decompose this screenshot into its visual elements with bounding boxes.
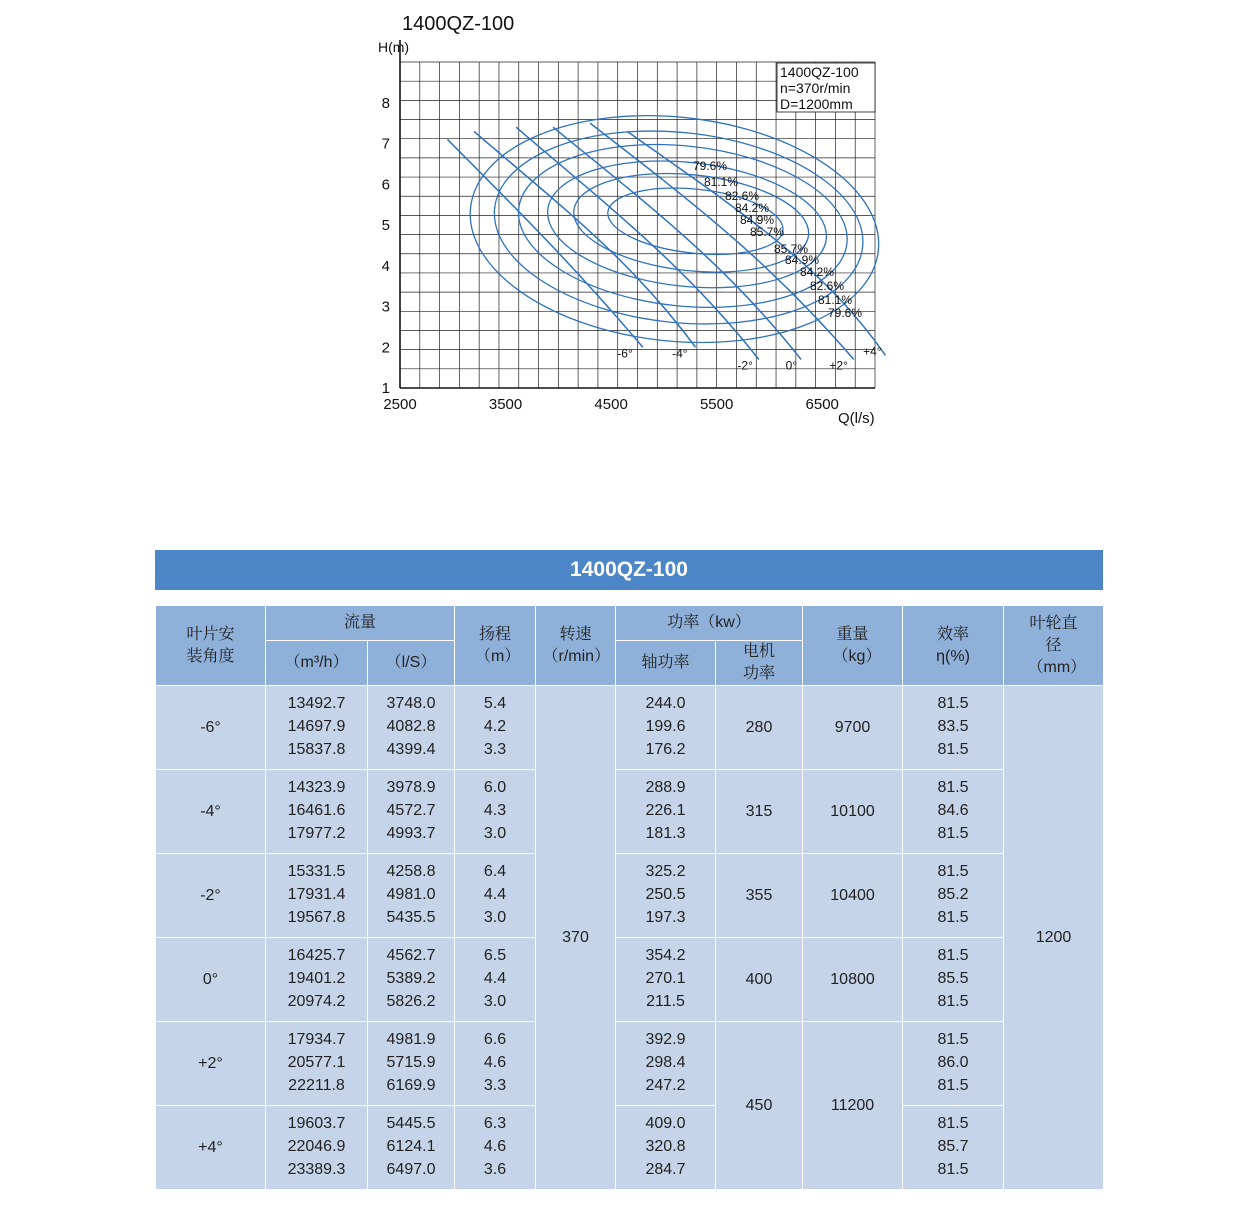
header-shaft-power: 轴功率 — [616, 641, 716, 686]
cell-shaft-power-value: 325.2 — [645, 863, 686, 881]
cell-efficiency-value: 81.5 — [937, 1076, 969, 1094]
spec-section — [155, 550, 1103, 1190]
cell-flow-m3h-value: 20974.2 — [287, 992, 346, 1010]
legend-line-2: n=370r/min — [780, 80, 851, 96]
cell-flow-m3h-value: 14697.9 — [287, 718, 346, 736]
cell-weight: 10400 — [803, 854, 903, 938]
cell-flow-m3h-value: 13492.7 — [287, 695, 346, 713]
cell-shaft-power-value: 270.1 — [645, 970, 686, 988]
cell-head — [455, 770, 536, 854]
cell-flow-m3h-value: 14323.9 — [287, 779, 346, 797]
cell-flow-m3h-value: 16425.7 — [287, 947, 346, 965]
cell-shaft-power — [616, 1022, 716, 1106]
table-row — [156, 770, 1104, 854]
cell-shaft-power-value: 244.0 — [645, 695, 686, 713]
cell-efficiency — [903, 854, 1004, 938]
curve-label: +4° — [863, 344, 882, 359]
cell-efficiency-value: 81.5 — [937, 947, 969, 965]
cell-efficiency-value: 81.5 — [937, 1115, 969, 1133]
cell-flow-ls-value: 5445.5 — [386, 1115, 436, 1133]
cell-efficiency-value: 86.0 — [937, 1054, 969, 1072]
efficiency-label: 85.7% — [774, 242, 809, 256]
header-flow-m3h: （m³/h） — [266, 641, 368, 686]
cell-flow-m3h-value: 19603.7 — [287, 1115, 346, 1133]
cell-efficiency-value: 85.2 — [937, 886, 969, 904]
cell-angle: -2° — [156, 854, 266, 938]
cell-weight: 9700 — [803, 686, 903, 770]
cell-flow-ls-value: 6169.9 — [386, 1076, 436, 1094]
cell-flow-m3h — [266, 686, 368, 770]
curve--4° — [474, 131, 696, 347]
cell-angle: 0° — [156, 938, 266, 1022]
cell-head-value: 3.3 — [483, 740, 507, 758]
x-tick-label: 2500 — [383, 396, 417, 413]
cell-efficiency-value: 81.5 — [937, 992, 969, 1010]
cell-shaft-power-value: 288.9 — [645, 779, 686, 797]
spec-title-bar: 1400QZ-100 — [155, 550, 1103, 590]
cell-head-value: 4.6 — [483, 1138, 507, 1156]
efficiency-contours — [459, 96, 890, 362]
cell-flow-m3h — [266, 1022, 368, 1106]
x-tick-label: 6500 — [805, 396, 839, 413]
cell-head-value: 3.0 — [483, 992, 507, 1010]
curve-label: -6° — [617, 346, 633, 361]
y-tick-label: 2 — [381, 339, 390, 357]
cell-head — [455, 938, 536, 1022]
header-head: 扬程（m） — [455, 606, 536, 686]
cell-head-value: 4.2 — [483, 718, 507, 736]
efficiency-label: 84.9% — [740, 213, 775, 227]
cell-flow-ls-value: 3748.0 — [386, 695, 436, 713]
efficiency-contour — [485, 114, 873, 342]
cell-flow-m3h — [266, 770, 368, 854]
cell-flow-m3h — [266, 938, 368, 1022]
cell-efficiency-value: 81.5 — [937, 779, 969, 797]
cell-flow-ls — [368, 854, 455, 938]
cell-efficiency-value: 81.5 — [937, 1031, 969, 1049]
cell-flow-m3h — [266, 1106, 368, 1190]
curve-label: -2° — [737, 358, 753, 373]
cell-shaft-power — [616, 686, 716, 770]
efficiency-label: 85.7% — [750, 225, 785, 239]
x-axis-label: Q(l/s) — [838, 410, 875, 427]
cell-flow-m3h — [266, 854, 368, 938]
header-power: 功率（kw） — [616, 606, 803, 641]
cell-efficiency — [903, 686, 1004, 770]
cell-flow-ls-value: 4399.4 — [386, 740, 436, 758]
cell-angle: +2° — [156, 1022, 266, 1106]
cell-flow-ls-value: 5435.5 — [386, 908, 436, 926]
cell-motor-power: 355 — [716, 854, 803, 938]
cell-flow-ls-value: 3978.9 — [386, 779, 436, 797]
cell-weight: 10100 — [803, 770, 903, 854]
cell-efficiency-value: 85.5 — [937, 970, 969, 988]
header-speed: 转速（r/min） — [536, 606, 616, 686]
header-impeller: 叶轮直径（mm） — [1004, 606, 1104, 686]
efficiency-label: 84.9% — [785, 253, 820, 267]
cell-flow-m3h-value: 23389.3 — [287, 1160, 346, 1178]
cell-flow-m3h-value: 15331.5 — [287, 863, 346, 881]
efficiency-label: 81.1% — [818, 293, 853, 307]
cell-speed: 370 — [536, 686, 616, 1190]
cell-flow-ls — [368, 1106, 455, 1190]
cell-flow-m3h-value: 16461.6 — [287, 802, 346, 820]
cell-flow-ls-value: 5715.9 — [386, 1054, 436, 1072]
cell-efficiency-value: 81.5 — [937, 1160, 969, 1178]
y-tick-label: 6 — [381, 176, 390, 194]
efficiency-label: 79.6% — [828, 306, 863, 320]
cell-flow-m3h-value: 22046.9 — [287, 1138, 346, 1156]
cell-head-value: 4.3 — [483, 802, 507, 820]
cell-flow-ls-value: 5389.2 — [386, 970, 436, 988]
cell-flow-ls-value: 6124.1 — [386, 1138, 436, 1156]
cell-flow-ls-value: 4562.7 — [386, 947, 436, 965]
cell-flow-ls-value: 5826.2 — [386, 992, 436, 1010]
cell-efficiency — [903, 770, 1004, 854]
cell-shaft-power-value: 247.2 — [645, 1076, 686, 1094]
cell-shaft-power-value: 284.7 — [645, 1160, 686, 1178]
x-tick-label: 3500 — [488, 396, 523, 413]
table-row — [156, 938, 1104, 1022]
table-row — [156, 1106, 1104, 1190]
cell-flow-ls — [368, 770, 455, 854]
cell-shaft-power-value: 211.5 — [646, 992, 685, 1010]
cell-flow-m3h-value: 17931.4 — [287, 886, 346, 904]
cell-head-value: 6.0 — [483, 779, 507, 797]
cell-efficiency-value: 81.5 — [937, 695, 969, 713]
cell-head-value: 4.6 — [483, 1054, 507, 1072]
legend-box — [777, 63, 875, 112]
cell-efficiency — [903, 938, 1004, 1022]
header-flow-ls: （l/S） — [368, 641, 455, 686]
cell-shaft-power — [616, 854, 716, 938]
cell-shaft-power — [616, 938, 716, 1022]
cell-shaft-power-value: 181.3 — [645, 824, 686, 842]
efficiency-label: 79.6% — [693, 159, 728, 173]
cell-head — [455, 854, 536, 938]
spec-table — [155, 605, 1104, 1190]
cell-efficiency-value: 81.5 — [937, 824, 969, 842]
cell-impeller: 1200 — [1004, 686, 1104, 1190]
efficiency-label: 82.6% — [725, 189, 760, 203]
cell-flow-ls-value: 4572.7 — [386, 802, 436, 820]
cell-angle: +4° — [156, 1106, 266, 1190]
y-tick-label: 4 — [381, 257, 390, 275]
cell-efficiency — [903, 1022, 1004, 1106]
cell-shaft-power-value: 392.9 — [645, 1031, 686, 1049]
cell-flow-m3h-value: 20577.1 — [287, 1054, 346, 1072]
cell-weight: 11200 — [803, 1022, 903, 1190]
cell-head-value: 3.0 — [483, 824, 507, 842]
cell-shaft-power-value: 197.3 — [645, 908, 686, 926]
table-row — [156, 1022, 1104, 1106]
cell-shaft-power-value: 298.4 — [645, 1054, 686, 1072]
cell-motor-power: 400 — [716, 938, 803, 1022]
y-tick-label: 1 — [381, 380, 390, 397]
cell-head-value: 3.0 — [483, 908, 507, 926]
cell-flow-ls-value: 4993.7 — [386, 824, 436, 842]
cell-angle: -4° — [156, 770, 266, 854]
cell-efficiency-value: 81.5 — [937, 740, 969, 758]
cell-flow-m3h-value: 19401.2 — [287, 970, 346, 988]
cell-head-value: 5.4 — [483, 695, 507, 713]
legend-line-1: 1400QZ-100 — [780, 64, 859, 80]
efficiency-label: 82.6% — [810, 279, 845, 293]
cell-efficiency — [903, 1106, 1004, 1190]
cell-shaft-power-value: 199.6 — [645, 718, 686, 736]
cell-shaft-power-value: 354.2 — [645, 947, 686, 965]
cell-flow-ls-value: 4981.9 — [386, 1031, 436, 1049]
cell-shaft-power-value: 409.0 — [645, 1115, 686, 1133]
efficiency-label: 81.1% — [704, 175, 739, 189]
cell-efficiency-value: 81.5 — [937, 863, 969, 881]
x-tick-label: 4500 — [594, 396, 628, 413]
cell-flow-ls-value: 4082.8 — [386, 718, 436, 736]
cell-shaft-power-value: 250.5 — [645, 886, 686, 904]
cell-flow-m3h-value: 17934.7 — [287, 1031, 346, 1049]
cell-flow-m3h-value: 15837.8 — [287, 740, 346, 758]
cell-flow-ls — [368, 1022, 455, 1106]
header-flow: 流量 — [266, 606, 455, 641]
cell-head-value: 6.6 — [483, 1031, 507, 1049]
chart-title: 1400QZ-100 — [402, 13, 515, 35]
cell-flow-m3h-value: 19567.8 — [287, 908, 346, 926]
header-angle: 叶片安装角度 — [156, 606, 266, 686]
cell-flow-ls — [368, 686, 455, 770]
efficiency-contour — [569, 163, 814, 283]
cell-head — [455, 1106, 536, 1190]
legend-line-3: D=1200mm — [780, 96, 853, 112]
cell-flow-ls — [368, 938, 455, 1022]
cell-motor-power: 280 — [716, 686, 803, 770]
cell-head-value: 4.4 — [483, 886, 507, 904]
curve-label: +2° — [829, 358, 848, 373]
y-tick-label: 7 — [381, 135, 390, 153]
table-row — [156, 686, 1104, 770]
cell-flow-ls-value: 6497.0 — [386, 1160, 436, 1178]
cell-shaft-power-value: 320.8 — [645, 1138, 686, 1156]
y-tick-label: 5 — [381, 217, 390, 234]
y-axis-label: H(m) — [378, 39, 410, 55]
header-motor-power: 电机功率 — [716, 641, 803, 686]
cell-motor-power: 315 — [716, 770, 803, 854]
cell-shaft-power — [616, 770, 716, 854]
y-tick-label: 3 — [381, 298, 390, 316]
cell-head — [455, 686, 536, 770]
cell-motor-power: 450 — [716, 1022, 803, 1190]
cell-flow-ls-value: 4981.0 — [386, 886, 436, 904]
header-weight: 重量（kg） — [803, 606, 903, 686]
cell-angle: -6° — [156, 686, 266, 770]
cell-head-value: 4.4 — [483, 970, 507, 988]
cell-head-value: 3.6 — [483, 1160, 507, 1178]
performance-chart — [360, 0, 900, 440]
cell-efficiency-value: 83.5 — [937, 718, 969, 736]
efficiency-label: 84.2% — [800, 265, 835, 279]
cell-efficiency-value: 81.5 — [937, 908, 969, 926]
curve-label: -4° — [672, 346, 688, 361]
cell-flow-ls-value: 4258.8 — [386, 863, 436, 881]
performance-chart-svg — [360, 0, 900, 440]
cell-flow-m3h-value: 22211.8 — [288, 1076, 345, 1094]
cell-head-value: 6.3 — [483, 1115, 507, 1133]
cell-head-value: 6.4 — [483, 863, 507, 881]
x-tick-label: 5500 — [699, 396, 734, 413]
cell-head-value: 3.3 — [483, 1076, 507, 1094]
y-tick-label: 8 — [381, 94, 390, 112]
cell-shaft-power-value: 226.1 — [645, 802, 686, 820]
table-row — [156, 854, 1104, 938]
efficiency-label: 84.2% — [735, 201, 770, 215]
cell-shaft-power-value: 176.2 — [645, 740, 686, 758]
cell-shaft-power — [616, 1106, 716, 1190]
cell-efficiency-value: 85.7 — [937, 1138, 969, 1156]
cell-head — [455, 1022, 536, 1106]
cell-efficiency-value: 84.6 — [937, 802, 969, 820]
cell-weight: 10800 — [803, 938, 903, 1022]
spec-table-body — [156, 686, 1104, 1190]
header-efficiency: 效率η(%) — [903, 606, 1004, 686]
curve-label: 0° — [785, 358, 798, 373]
cell-flow-m3h-value: 17977.2 — [287, 824, 346, 842]
cell-head-value: 6.5 — [483, 947, 507, 965]
